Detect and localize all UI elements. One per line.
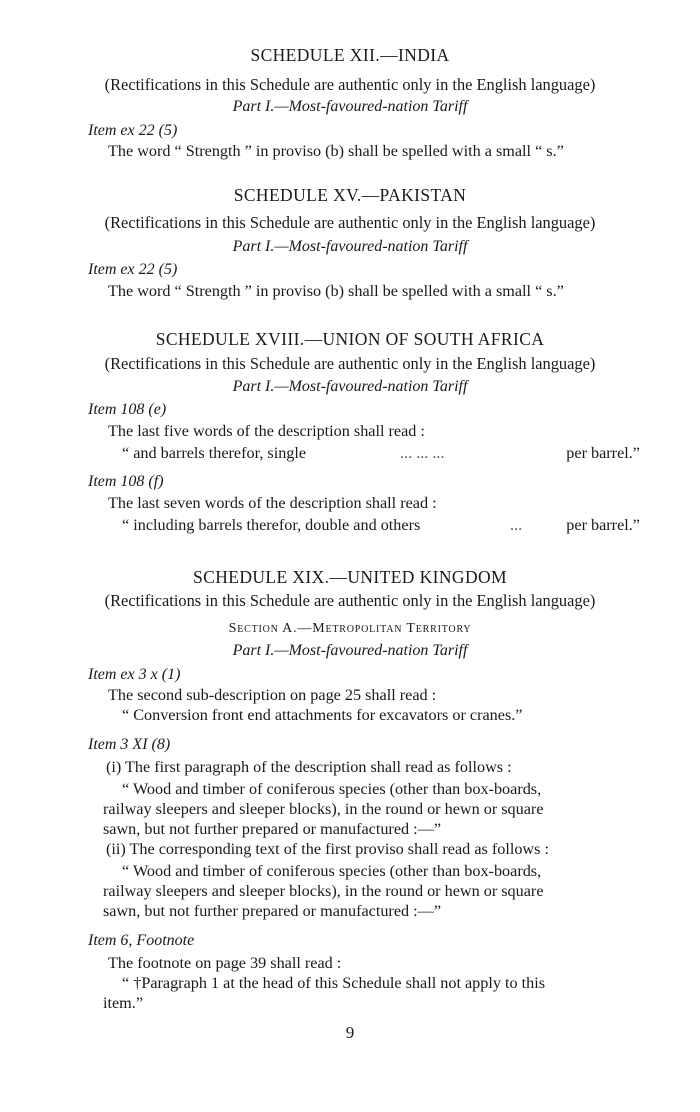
page-number: 9	[345, 1023, 355, 1042]
item-label: Item ex 3 x (1)	[88, 666, 181, 683]
rectification-note: (Rectifications in this Schedule are authentic only in the English language)	[104, 591, 596, 610]
item-text: The word “ Strength ” in proviso (b) shall be spelled with a small “ s.”	[108, 142, 564, 160]
item-quote: “ Conversion front end attachments for excavators or cranes.”	[122, 706, 523, 724]
part-title: Part I.—Most-favoured-nation Tariff	[232, 642, 468, 659]
part-title: Part I.—Most-favoured-nation Tariff	[232, 238, 468, 255]
item-quote: sawn, but not further prepared or manufactured :—”	[103, 820, 442, 838]
schedule-heading: SCHEDULE XII.—INDIA	[250, 45, 450, 65]
item-label: Item ex 22 (5)	[88, 261, 178, 278]
schedule-heading: SCHEDULE XIX.—UNITED KINGDOM	[192, 567, 507, 587]
item-quote: “ Wood and timber of coniferous species (other than box-boards,	[122, 862, 542, 880]
item-quote: sawn, but not further prepared or manufactured :—”	[103, 902, 442, 920]
schedule-xv-part	[0, 236, 700, 258]
item-quote: railway sleepers and sleeper blocks), in the round or hewn or square	[103, 882, 544, 900]
schedule-xii-rectification	[0, 74, 700, 96]
item-quote: “ and barrels therefor, single	[122, 444, 307, 462]
part-title: Part I.—Most-favoured-nation Tariff	[232, 98, 468, 115]
schedule-heading: SCHEDULE XVIII.—UNION OF SOUTH AFRICA	[155, 329, 545, 349]
item-quote: “ including barrels therefor, double and others	[122, 516, 421, 534]
item-text: (ii) The corresponding text of the first proviso shall read as follows :	[106, 840, 549, 858]
item-quote: railway sleepers and sleeper blocks), in the round or hewn or square	[103, 800, 544, 818]
schedule-heading: SCHEDULE XV.—PAKISTAN	[233, 185, 467, 205]
item-text: The second sub-description on page 25 shall read :	[108, 686, 437, 704]
schedule-xv-rectification	[0, 212, 700, 234]
item-label: Item ex 22 (5)	[88, 122, 178, 139]
item-text: The last seven words of the description shall read :	[108, 494, 437, 512]
schedule-xii-part	[0, 96, 700, 118]
schedule-xix-rectification	[0, 590, 700, 612]
schedule-xviii-rectification	[0, 353, 700, 375]
schedule-xix-heading	[0, 566, 700, 588]
rectification-note: (Rectifications in this Schedule are authentic only in the English language)	[104, 213, 596, 232]
schedule-xviii-part	[0, 376, 700, 398]
item-text: The last five words of the description shall read :	[108, 422, 425, 440]
leader-dots: ... ... ...	[400, 444, 445, 462]
item-label: Item 3 XI (8)	[88, 736, 171, 753]
leader-dots: ...	[510, 516, 523, 534]
schedule-xv-heading	[0, 184, 700, 206]
item-text: The footnote on page 39 shall read :	[108, 954, 342, 972]
rectification-note: (Rectifications in this Schedule are authentic only in the English language)	[104, 75, 596, 94]
schedule-xix-section	[0, 618, 700, 640]
item-text: The word “ Strength ” in proviso (b) shall be spelled with a small “ s.”	[108, 282, 564, 300]
item-quote-tail: per barrel.”	[566, 444, 640, 462]
schedule-xii-heading	[0, 44, 700, 66]
item-quote: “ Wood and timber of coniferous species (other than box-boards,	[122, 780, 542, 798]
schedule-xix-part	[0, 640, 700, 662]
rectification-note: (Rectifications in this Schedule are authentic only in the English language)	[104, 354, 596, 373]
section-title: Section A.—Metropolitan Territory	[228, 621, 472, 636]
part-title: Part I.—Most-favoured-nation Tariff	[232, 378, 468, 395]
item-quote: “ †Paragraph 1 at the head of this Schedule shall not apply to this	[122, 974, 546, 992]
item-quote-tail: per barrel.”	[566, 516, 640, 534]
item-label: Item 108 (e)	[88, 401, 167, 418]
item-quote: item.”	[103, 994, 144, 1012]
item-label: Item 6, Footnote	[88, 932, 195, 949]
item-label: Item 108 (f)	[88, 473, 164, 490]
schedule-xviii-heading	[0, 328, 700, 350]
item-text: (i) The first paragraph of the description shall read as follows :	[106, 758, 512, 776]
